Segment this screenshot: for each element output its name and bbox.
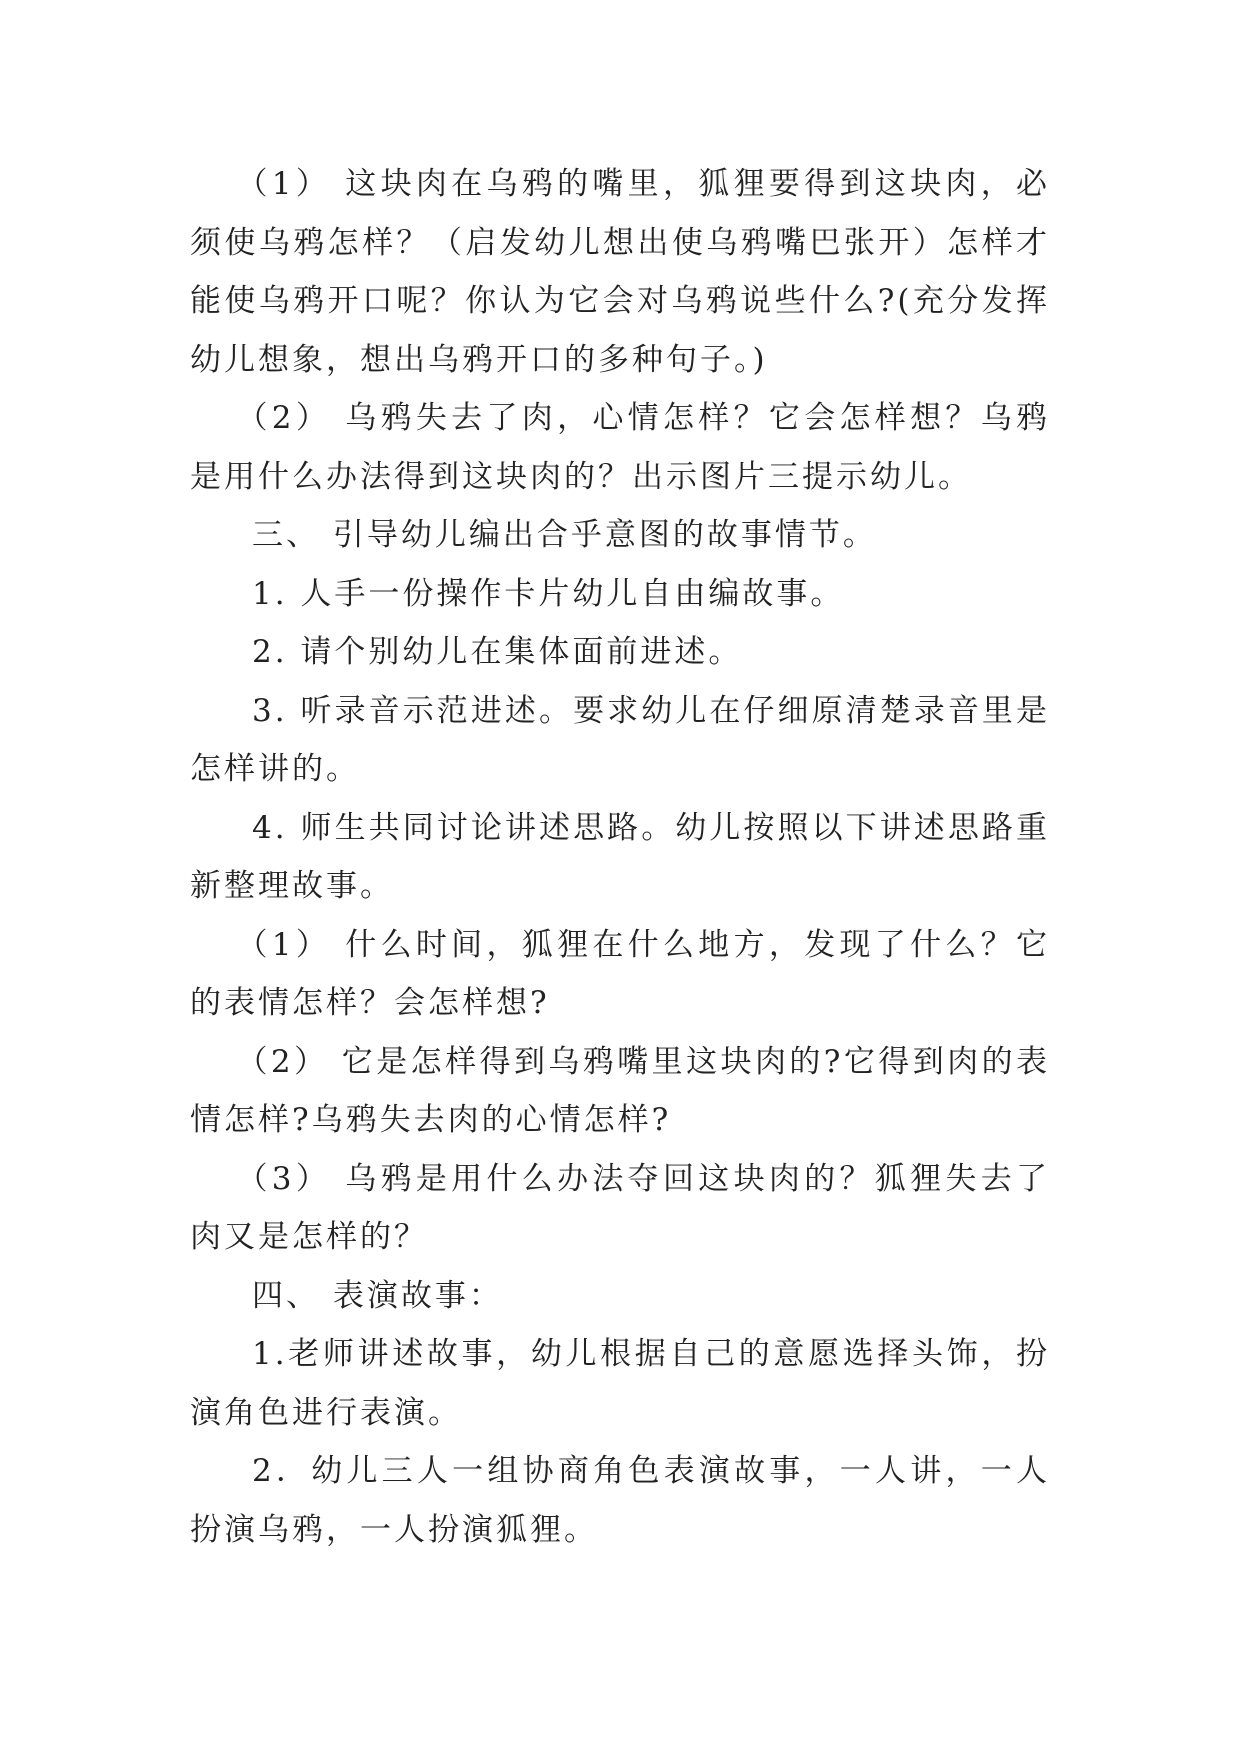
section-heading-3: 三、 引导幼儿编出合乎意图的故事情节。 bbox=[252, 517, 877, 553]
paragraph-question-2: （2） 乌鸦失去了肉，心情怎样？它会怎样想？乌鸦是用什么办法得到这块肉的？出示图片三提示幼儿。 bbox=[190, 400, 1050, 495]
performance-item-1: 1.老师讲述故事，幼儿根据自己的意愿选择头饰，扮演角色进行表演。 bbox=[190, 1336, 1050, 1431]
sub-question-2: （2） 它是怎样得到乌鸦嘴里这块肉的?它得到肉的表情怎样?乌鸦失去肉的心情怎样? bbox=[190, 1043, 1050, 1138]
section-heading-4: 四、 表演故事： bbox=[252, 1277, 503, 1314]
list-item-1: 1. 人手一份操作卡片幼儿自由编故事。 bbox=[252, 575, 845, 612]
performance-item-2: 2．幼儿三人一组协商角色表演故事，一人讲，一人扮演乌鸦，一人扮演狐狸。 bbox=[190, 1453, 1050, 1548]
document-body bbox=[190, 155, 1050, 1559]
sub-question-1: （1） 什么时间，狐狸在什么地方，发现了什么？它的表情怎样？会怎样想? bbox=[190, 926, 1050, 1021]
paragraph-question-1: （1） 这块肉在乌鸦的嘴里，狐狸要得到这块肉，必须使乌鸦怎样？（启发幼儿想出使乌鸦嘴巴张开）怎样才能使乌鸦开口呢？你认为它会对乌鸦说些什么?(充分发挥幼儿想象，想出乌鸦开口的多种句子。) bbox=[190, 166, 1050, 378]
list-item-2: 2. 请个别幼儿在集体面前进述。 bbox=[252, 634, 743, 670]
sub-question-3: （3） 乌鸦是用什么办法夺回这块肉的？狐狸失去了肉又是怎样的？ bbox=[190, 1160, 1050, 1255]
list-item-3: 3. 听录音示范进述。要求幼儿在仔细原清楚录音里是怎样讲的。 bbox=[190, 692, 1050, 787]
list-item-4: 4. 师生共同讨论讲述思路。幼儿按照以下讲述思路重新整理故事。 bbox=[190, 809, 1050, 904]
